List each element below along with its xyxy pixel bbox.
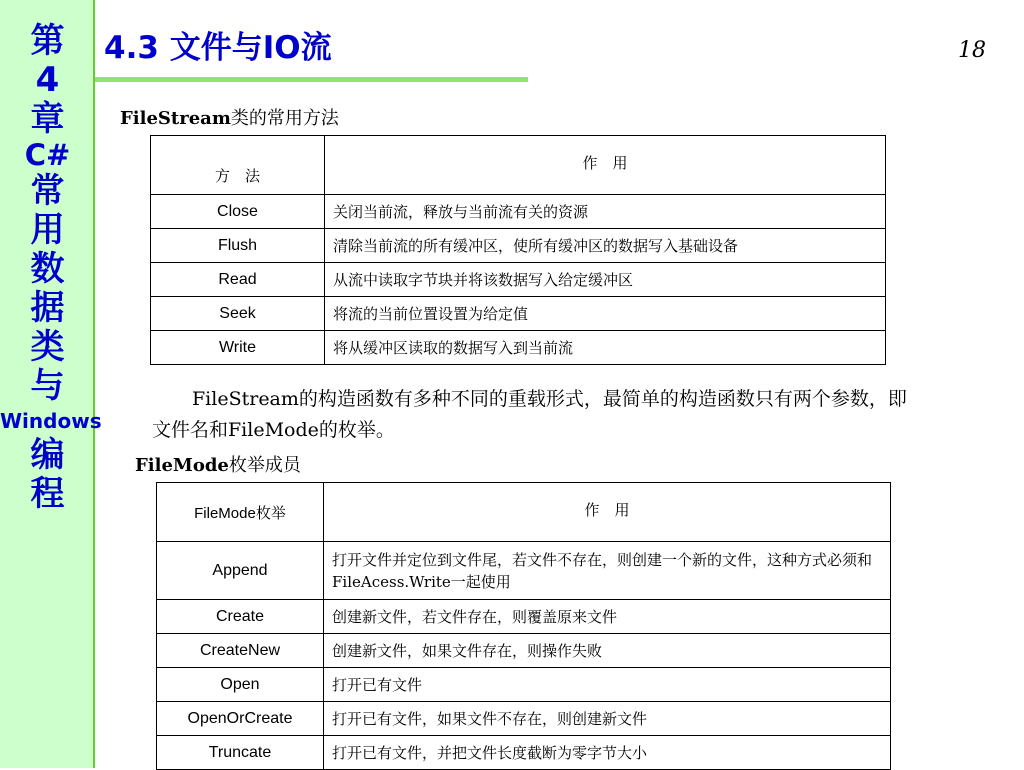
- table-row: [157, 600, 891, 634]
- method-description: 将从缓冲区读取的数据写入到当前流: [325, 331, 886, 365]
- method-name: Write: [151, 331, 325, 365]
- table-header-row: [151, 136, 886, 195]
- table-row: [157, 542, 891, 600]
- table-row: [151, 331, 886, 365]
- method-name: Close: [151, 195, 325, 229]
- page-title: 4.3 文件与IO流: [104, 30, 332, 66]
- chapter-char: 章: [30, 99, 65, 139]
- table-row: [157, 634, 891, 668]
- member-name: OpenOrCreate: [157, 702, 324, 736]
- heading-rest: 枚举成员: [228, 455, 301, 476]
- member-description: 创建新文件，如果文件存在，则操作失败: [324, 634, 891, 668]
- method-description: 将流的当前位置设置为给定值: [325, 297, 886, 331]
- title-underline: [95, 77, 528, 82]
- method-description: 清除当前流的所有缓冲区，使所有缓冲区的数据写入基础设备: [325, 229, 886, 263]
- chapter-char: 程: [30, 474, 65, 514]
- chapter-char: 用: [30, 210, 65, 250]
- member-description: 打开已有文件: [324, 668, 891, 702]
- chapter-char: 编: [30, 435, 65, 475]
- member-description: 打开已有文件，如果文件不存在，则创建新文件: [324, 702, 891, 736]
- chapter-char: 据: [30, 288, 65, 328]
- member-name: Truncate: [157, 736, 324, 770]
- table-row: [151, 195, 886, 229]
- table-row: [151, 229, 886, 263]
- table-row: [157, 702, 891, 736]
- method-description: 从流中读取字节块并将该数据写入给定缓冲区: [325, 263, 886, 297]
- page-number: 18: [958, 38, 986, 63]
- method-name: Read: [151, 263, 325, 297]
- column-header-purpose: 作 用: [325, 136, 886, 195]
- table-header-row: [157, 483, 891, 542]
- table-row: [151, 297, 886, 331]
- method-description: 关闭当前流，释放与当前流有关的资源: [325, 195, 886, 229]
- chapter-title: [0, 21, 102, 514]
- chapter-char: 类: [30, 327, 65, 367]
- chapter-char: 4: [35, 60, 60, 100]
- heading-bold: FileMode: [135, 455, 229, 476]
- member-name: Open: [157, 668, 324, 702]
- method-name: Seek: [151, 297, 325, 331]
- section-heading-filestream: [120, 104, 339, 130]
- method-name: Flush: [151, 229, 325, 263]
- member-name: CreateNew: [157, 634, 324, 668]
- member-description: 打开文件并定位到文件尾，若文件不存在，则创建一个新的文件，这种方式必须和FileAcess.Write一起使用: [324, 542, 891, 600]
- member-name: Append: [157, 542, 324, 600]
- table-row: [157, 668, 891, 702]
- filestream-methods-table: [150, 135, 886, 365]
- constructor-paragraph: [152, 384, 912, 446]
- column-header-member: FileMode枚举: [157, 483, 324, 542]
- member-name: Create: [157, 600, 324, 634]
- chapter-char: C#: [24, 138, 71, 172]
- member-description: 创建新文件，若文件存在，则覆盖原来文件: [324, 600, 891, 634]
- section-heading-filemode: [135, 451, 301, 477]
- member-description: 打开已有文件，并把文件长度截断为零字节大小: [324, 736, 891, 770]
- table-row: [157, 736, 891, 770]
- column-header-method: 方 法: [151, 136, 325, 195]
- chapter-char: 第: [30, 21, 65, 61]
- heading-rest: 类的常用方法: [230, 108, 339, 129]
- filemode-members-table: [156, 482, 891, 770]
- table-row: [151, 263, 886, 297]
- chapter-char: 与: [30, 366, 65, 406]
- heading-bold: FileStream: [120, 108, 231, 129]
- sidebar: [0, 0, 102, 768]
- paragraph-text: FileStream的构造函数有多种不同的重载形式，最简单的构造函数只有两个参数，即文件名和FileMode的枚举。: [152, 388, 907, 441]
- chapter-char: 数: [30, 249, 65, 289]
- chapter-char: 常: [30, 171, 65, 211]
- column-header-purpose: 作 用: [324, 483, 891, 542]
- chapter-char: Windows: [0, 409, 102, 433]
